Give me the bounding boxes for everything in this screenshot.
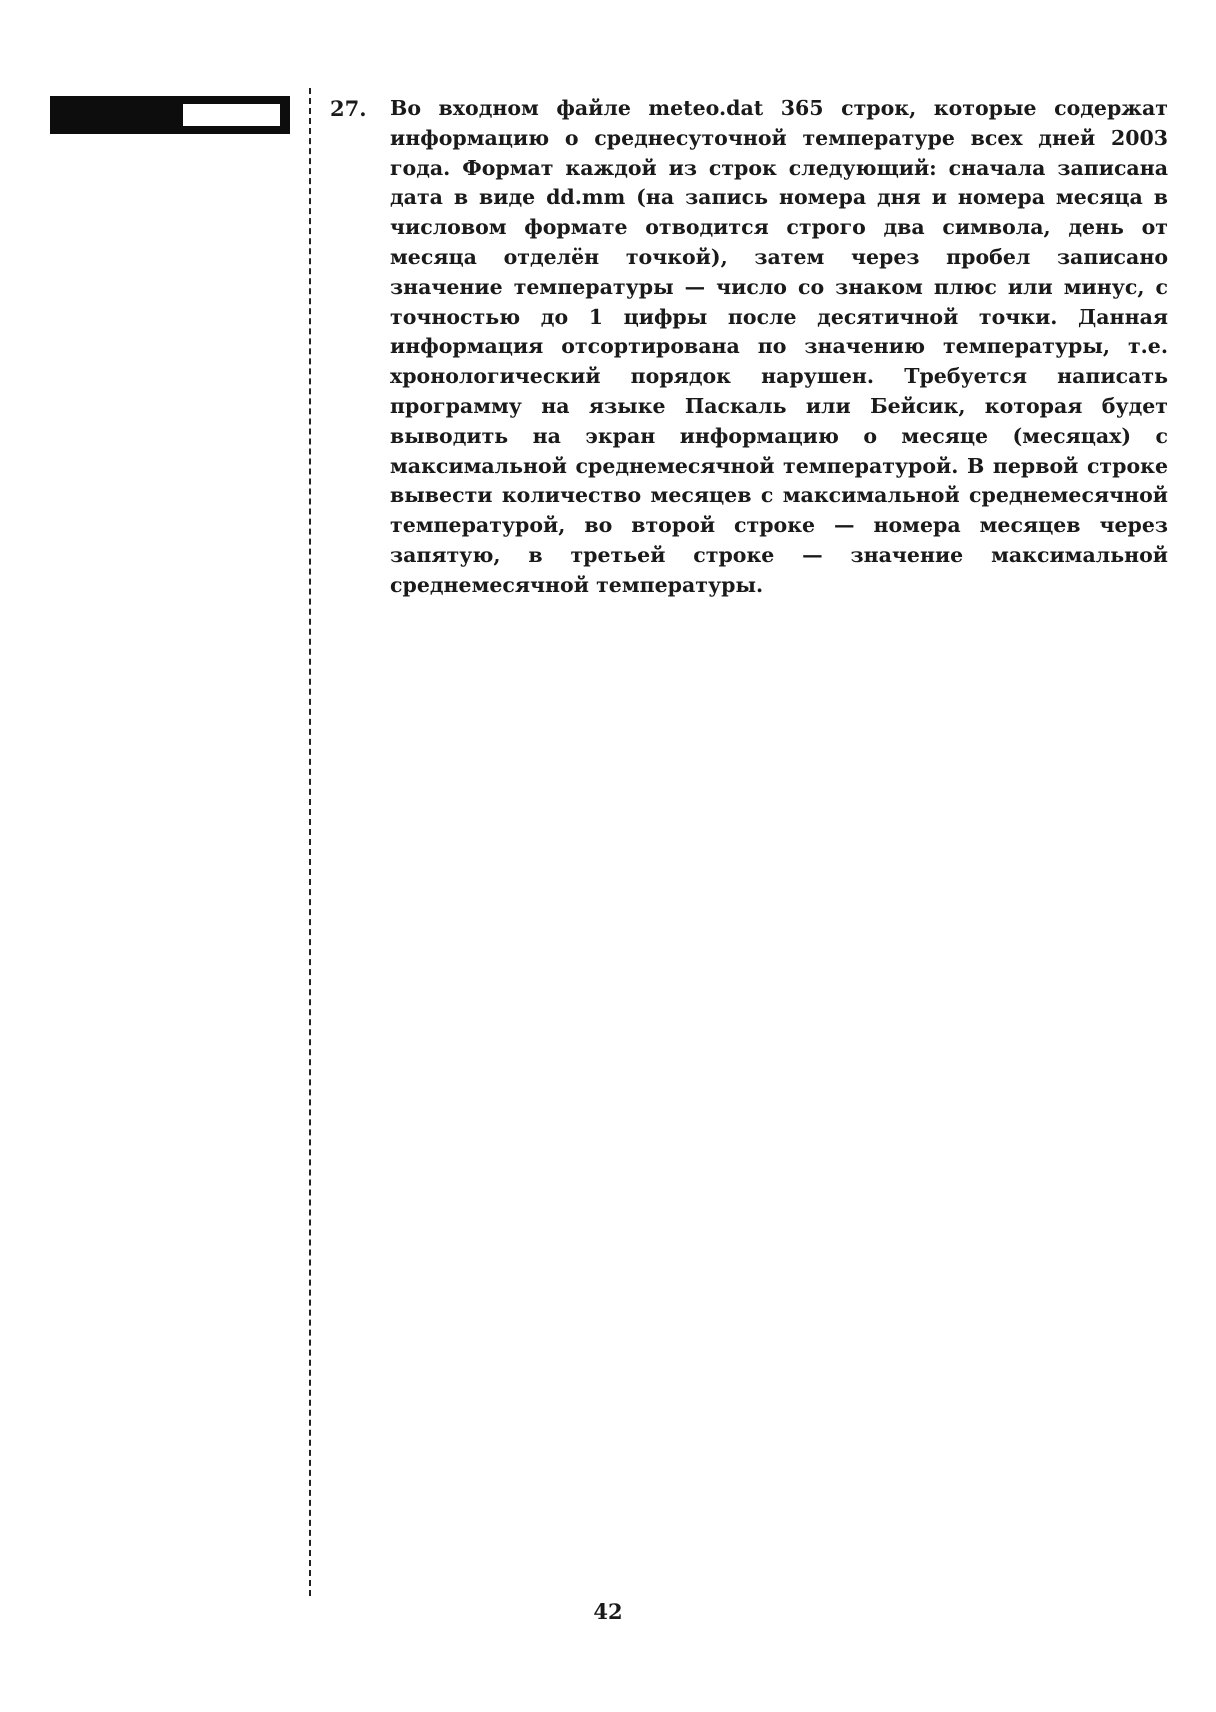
task-number: 27. [330,96,367,121]
task-text: Во входном файле meteo.dat 365 строк, которые содержат информацию о среднесуточной температуре всех дней 2003 года. Формат каждой из строк следующий: сначала записана дата в виде dd.mm (на запись номера дня и номера месяца в числовом формате отводится строго два символа, день от месяца отделён точкой), затем через пробел записано значение температуры — число со знаком плюс или минус, с точностью до 1 цифры после десятичной точки. Данная информация отсортирована по значению температуры, т.е. хронологический порядок нарушен. Требуется написать программу на языке Паскаль или Бейсик, которая будет выводить на экран информацию о месяце (месяцах) с максимальной среднемесячной температурой. В первой строке вывести количество месяцев с максимальной среднемесячной температурой, во второй строке — номера месяцев через запятую, в третьей строке — значение максимальной среднемесячной температуры. [390,96,1168,597]
cut-line [309,88,311,1596]
answer-box [50,96,290,134]
page-number: 42 [593,1599,623,1624]
answer-box-field [183,104,280,126]
